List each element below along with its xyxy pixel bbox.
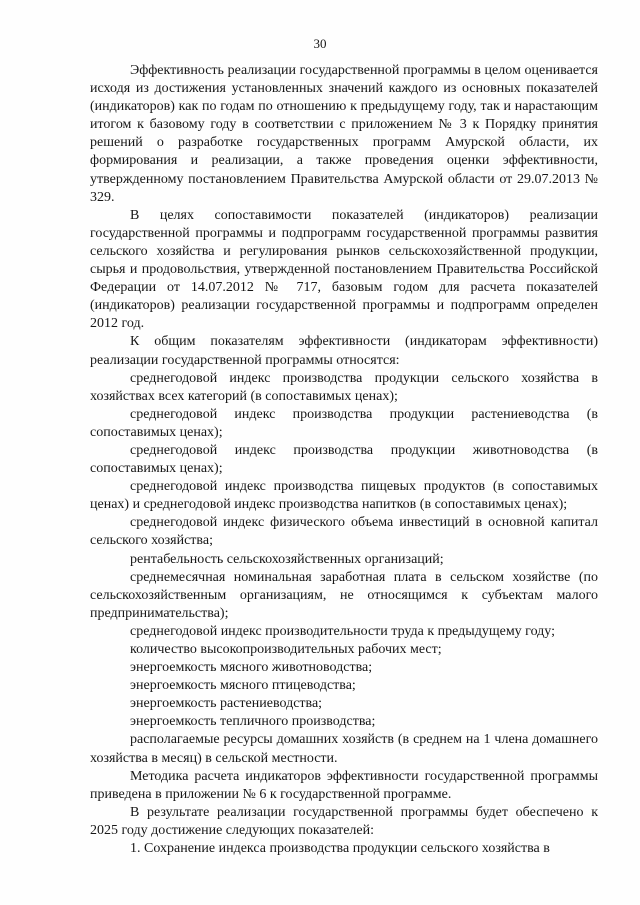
paragraph-efficiency-assessment: Эффективность реализации государственной программы в целом оценивается исходя из достижения установленных значений каждого из основных показателей (индикаторов) как по годам по отношению к предыдущему году, так и нарастающим итогом к базовому году в соответствии с приложением № 3 к Порядку принятия решений о разработке государственных программ Амурской области, их формирования и реализации, а также проведения оценки эффективности, утвержденному постановлением Правительства Амурской области от 29.07.2013 № 329. — [90, 63, 598, 205]
list-item: среднегодовой индекс физического объема инвестиций в основной капитал сельского хозяйства; — [90, 515, 598, 549]
paragraph-result-1: 1. Сохранение индекса производства продукции сельского хозяйства в — [130, 841, 550, 857]
list-item: среднегодовой индекс производительности труда к предыдущему году; — [130, 623, 555, 639]
list-item: среднегодовой индекс производства продукции животноводства (в сопоставимых ценах); — [90, 442, 598, 477]
list-item: энергоемкость тепличного производства; — [130, 714, 376, 730]
paragraph-base-year: В целях сопоставимости показателей (индикаторов) реализации государственной программы и подпрограмм государственной программы развития сельского хозяйства и регулирования рынков сельскохозяйственной продукции, сырья и продовольствия, утвержденной постановлением Правительства Российской Федерации от 14.07.2012 № 717, базовым годом для расчета показателей (индикаторов) реализации государственной программы и подпрограмм определен 2012 год. — [90, 207, 598, 332]
list-item: энергоемкость мясного птицеводства; — [130, 678, 356, 694]
list-item: среднегодовой индекс производства продукции сельского хозяйства в хозяйствах всех категорий (в сопоставимых ценах); — [90, 370, 598, 404]
document-body — [90, 62, 598, 858]
list-item: располагаемые ресурсы домашних хозяйств (в среднем на 1 члена домашнего хозяйства в месяц) в сельской местности. — [90, 732, 598, 766]
paragraph-methodology: Методика расчета индикаторов эффективности государственной программы приведена в приложении № 6 к государственной программе. — [90, 768, 598, 802]
list-item: среднегодовой индекс производства продукции растениеводства (в сопоставимых ценах); — [90, 406, 598, 440]
list-item: среднемесячная номинальная заработная плата в сельском хозяйстве (по сельскохозяйственным организациям, не относящимся к субъектам малого предпринимательства); — [90, 569, 598, 621]
page-number: 30 — [313, 36, 327, 51]
paragraph-results-intro: В результате реализации государственной программы будет обеспечено к 2025 году достижение следующих показателей: — [90, 804, 598, 838]
list-item: количество высокопроизводительных рабочих мест; — [130, 642, 442, 657]
paragraph-indicators-intro: К общим показателям эффективности (индикаторам эффективности) реализации государственной программы относятся: — [90, 334, 598, 368]
list-item: энергоемкость мясного животноводства; — [130, 660, 373, 676]
list-item: среднегодовой индекс производства пищевых продуктов (в сопоставимых ценах) и среднегодовой индекс производства напитков (в сопоставимых ценах); — [90, 479, 598, 513]
list-item: энергоемкость растениеводства; — [130, 696, 323, 712]
list-item: рентабельность сельскохозяйственных организаций; — [130, 551, 444, 567]
